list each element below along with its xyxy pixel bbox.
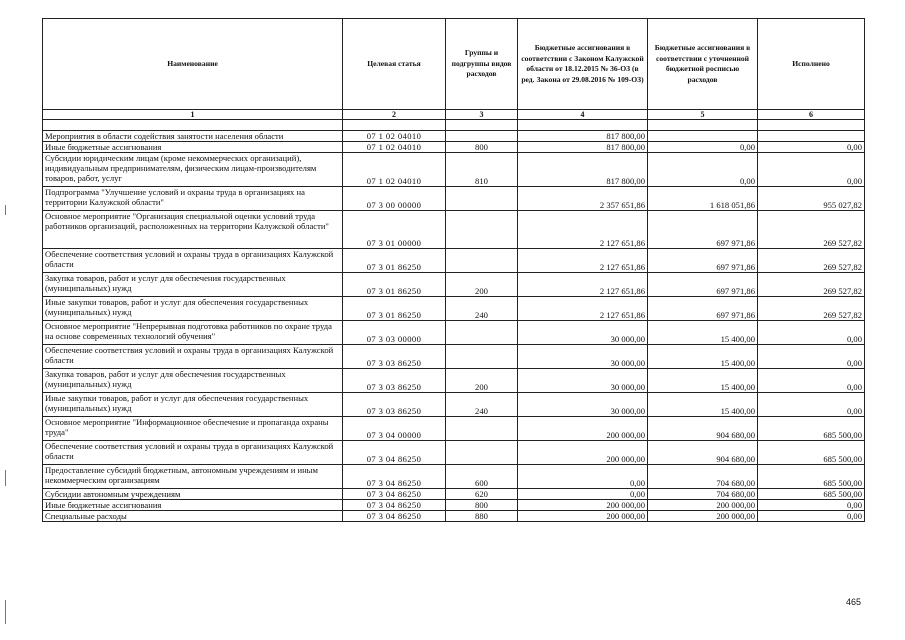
row-expense-group: [446, 441, 518, 465]
row-name: Обеспечение соответствия условий и охраны труда в организациях Калужской области: [43, 441, 343, 465]
header-budget-refined: Бюджетные ассигнования в соответствии с уточненной бюджетной росписью расходов: [648, 19, 758, 110]
row-budget-amount: 200 000,00: [518, 417, 648, 441]
row-name: Субсидии юридическим лицам (кроме некоммерческих организаций), индивидуальным предпринимателям, физическим лицам-производителям товаров, работ, услуг: [43, 153, 343, 187]
table-row: [43, 417, 865, 441]
row-expense-group: 800: [446, 142, 518, 153]
row-executed-amount: 269 527,82: [758, 273, 865, 297]
table-row: [43, 142, 865, 153]
row-name: Иные бюджетные ассигнования: [43, 142, 343, 153]
row-expense-group: 240: [446, 297, 518, 321]
table-row: [43, 249, 865, 273]
row-executed-amount: 0,00: [758, 393, 865, 417]
row-budget-amount: 0,00: [518, 489, 648, 500]
row-budget-amount: 200 000,00: [518, 511, 648, 522]
row-target-article: 07 3 03 86250: [343, 345, 446, 369]
row-name: Обеспечение соответствия условий и охраны труда в организациях Калужской области: [43, 345, 343, 369]
row-executed-amount: 955 027,82: [758, 187, 865, 211]
row-planned-amount: 15 400,00: [648, 393, 758, 417]
column-number: 6: [758, 110, 865, 120]
row-name: Иные закупки товаров, работ и услуг для обеспечения государственных (муниципальных) нужд: [43, 297, 343, 321]
table-row: [43, 153, 865, 187]
row-expense-group: [446, 211, 518, 249]
column-number: 4: [518, 110, 648, 120]
spacer-cell: [343, 120, 446, 131]
table-row: [43, 345, 865, 369]
row-planned-amount: 904 680,00: [648, 417, 758, 441]
row-budget-amount: 30 000,00: [518, 393, 648, 417]
row-target-article: 07 1 02 04010: [343, 131, 446, 142]
row-budget-amount: 2 127 651,86: [518, 273, 648, 297]
row-planned-amount: 15 400,00: [648, 369, 758, 393]
row-name: Подпрограмма "Улучшение условий и охраны труда в организациях на территории Калужской области": [43, 187, 343, 211]
row-budget-amount: 2 127 651,86: [518, 211, 648, 249]
row-expense-group: 240: [446, 393, 518, 417]
row-planned-amount: 697 971,86: [648, 273, 758, 297]
row-budget-amount: 2 357 651,86: [518, 187, 648, 211]
spacer-cell: [446, 120, 518, 131]
row-executed-amount: 0,00: [758, 369, 865, 393]
row-planned-amount: 704 680,00: [648, 465, 758, 489]
header-target-article: Целевая статья: [343, 19, 446, 110]
row-planned-amount: 697 971,86: [648, 249, 758, 273]
row-planned-amount: 15 400,00: [648, 345, 758, 369]
row-expense-group: 880: [446, 511, 518, 522]
table-row: [43, 297, 865, 321]
row-expense-group: 620: [446, 489, 518, 500]
scan-margin-mark: [5, 600, 6, 624]
row-name: Мероприятия в области содействия занятости населения области: [43, 131, 343, 142]
column-number: 1: [43, 110, 343, 120]
table-row: [43, 465, 865, 489]
spacer-cell: [518, 120, 648, 131]
row-name: Основное мероприятие "Информационное обеспечение и пропаганда охраны труда": [43, 417, 343, 441]
row-planned-amount: 904 680,00: [648, 441, 758, 465]
spacer-cell: [43, 120, 343, 131]
header-name: Наименование: [43, 19, 343, 110]
row-target-article: 07 3 01 86250: [343, 249, 446, 273]
row-executed-amount: 685 500,00: [758, 465, 865, 489]
row-expense-group: [446, 249, 518, 273]
spacer-cell: [648, 120, 758, 131]
table-row: [43, 131, 865, 142]
row-name: Закупка товаров, работ и услуг для обеспечения государственных (муниципальных) нужд: [43, 369, 343, 393]
table-row: [43, 321, 865, 345]
row-target-article: 07 3 01 86250: [343, 297, 446, 321]
row-name: Основное мероприятие "Организация специальной оценки условий труда работников организаций, расположенных на территории Калужской области": [43, 211, 343, 249]
column-number: 3: [446, 110, 518, 120]
row-planned-amount: 697 971,86: [648, 211, 758, 249]
row-target-article: 07 1 02 04010: [343, 142, 446, 153]
row-expense-group: [446, 187, 518, 211]
table-row: [43, 369, 865, 393]
row-name: Предоставление субсидий бюджетным, автономным учреждениям и иным некоммерческим организациям: [43, 465, 343, 489]
row-executed-amount: 0,00: [758, 142, 865, 153]
row-name: Обеспечение соответствия условий и охраны труда в организациях Калужской области: [43, 249, 343, 273]
row-budget-amount: 817 800,00: [518, 153, 648, 187]
header-executed: Исполнено: [758, 19, 865, 110]
spacer-row: [43, 120, 865, 131]
table-row: [43, 441, 865, 465]
row-name: Иные закупки товаров, работ и услуг для обеспечения государственных (муниципальных) нужд: [43, 393, 343, 417]
row-planned-amount: [648, 131, 758, 142]
row-budget-amount: 2 127 651,86: [518, 297, 648, 321]
row-planned-amount: 697 971,86: [648, 297, 758, 321]
row-target-article: 07 3 00 00000: [343, 187, 446, 211]
row-budget-amount: 0,00: [518, 465, 648, 489]
row-budget-amount: 200 000,00: [518, 500, 648, 511]
row-planned-amount: 0,00: [648, 142, 758, 153]
table-row: [43, 511, 865, 522]
row-expense-group: 200: [446, 369, 518, 393]
row-executed-amount: 685 500,00: [758, 441, 865, 465]
row-name: Основное мероприятие "Непрерывная подготовка работников по охране труда на основе современных технологий обучения": [43, 321, 343, 345]
spacer-cell: [758, 120, 865, 131]
budget-table-sheet: [42, 18, 864, 522]
row-target-article: 07 3 04 86250: [343, 465, 446, 489]
row-target-article: 07 1 02 04010: [343, 153, 446, 187]
row-expense-group: 800: [446, 500, 518, 511]
row-executed-amount: 269 527,82: [758, 249, 865, 273]
row-target-article: 07 3 03 00000: [343, 321, 446, 345]
row-target-article: 07 3 03 86250: [343, 369, 446, 393]
row-budget-amount: 200 000,00: [518, 441, 648, 465]
row-planned-amount: 200 000,00: [648, 511, 758, 522]
row-target-article: 07 3 04 00000: [343, 417, 446, 441]
row-target-article: 07 3 03 86250: [343, 393, 446, 417]
scan-margin-mark: [5, 470, 6, 486]
row-budget-amount: 30 000,00: [518, 345, 648, 369]
row-target-article: 07 3 04 86250: [343, 500, 446, 511]
row-budget-amount: 817 800,00: [518, 131, 648, 142]
row-name: Специальные расходы: [43, 511, 343, 522]
row-expense-group: [446, 321, 518, 345]
row-budget-amount: 2 127 651,86: [518, 249, 648, 273]
budget-execution-table: [42, 18, 865, 522]
header-expense-groups: Группы и подгруппы видов расходов: [446, 19, 518, 110]
column-number: 5: [648, 110, 758, 120]
table-row: [43, 187, 865, 211]
header-budget-law: Бюджетные ассигнования в соответствии с Законом Калужской области от 18.12.2015 № 36-ОЗ (в ред. Закона от 29.08.2016 № 109-ОЗ): [518, 19, 648, 110]
table-row: [43, 211, 865, 249]
row-name: Субсидии автономным учреждениям: [43, 489, 343, 500]
row-target-article: 07 3 01 00000: [343, 211, 446, 249]
column-number: 2: [343, 110, 446, 120]
row-target-article: 07 3 04 86250: [343, 511, 446, 522]
row-expense-group: 200: [446, 273, 518, 297]
row-expense-group: [446, 345, 518, 369]
row-planned-amount: 704 680,00: [648, 489, 758, 500]
row-target-article: 07 3 04 86250: [343, 489, 446, 500]
table-header-row: [43, 19, 865, 110]
table-row: [43, 393, 865, 417]
row-executed-amount: 0,00: [758, 500, 865, 511]
row-expense-group: 810: [446, 153, 518, 187]
row-name: Закупка товаров, работ и услуг для обеспечения государственных (муниципальных) нужд: [43, 273, 343, 297]
row-planned-amount: 15 400,00: [648, 321, 758, 345]
table-body: [43, 131, 865, 522]
table-row: [43, 489, 865, 500]
row-executed-amount: 0,00: [758, 511, 865, 522]
row-executed-amount: 0,00: [758, 345, 865, 369]
row-budget-amount: 30 000,00: [518, 369, 648, 393]
column-number-row: [43, 110, 865, 120]
row-target-article: 07 3 04 86250: [343, 441, 446, 465]
row-budget-amount: 30 000,00: [518, 321, 648, 345]
row-executed-amount: 685 500,00: [758, 489, 865, 500]
page-number: 465: [846, 597, 862, 607]
scan-margin-mark: [5, 205, 6, 215]
row-expense-group: [446, 131, 518, 142]
row-planned-amount: 1 618 051,86: [648, 187, 758, 211]
row-executed-amount: 269 527,82: [758, 297, 865, 321]
row-executed-amount: 0,00: [758, 153, 865, 187]
row-executed-amount: 0,00: [758, 321, 865, 345]
row-executed-amount: 685 500,00: [758, 417, 865, 441]
row-name: Иные бюджетные ассигнования: [43, 500, 343, 511]
table-row: [43, 500, 865, 511]
row-executed-amount: 269 527,82: [758, 211, 865, 249]
row-target-article: 07 3 01 86250: [343, 273, 446, 297]
row-budget-amount: 817 800,00: [518, 142, 648, 153]
row-expense-group: 600: [446, 465, 518, 489]
row-planned-amount: 0,00: [648, 153, 758, 187]
row-planned-amount: 200 000,00: [648, 500, 758, 511]
row-expense-group: [446, 417, 518, 441]
row-executed-amount: [758, 131, 865, 142]
table-row: [43, 273, 865, 297]
